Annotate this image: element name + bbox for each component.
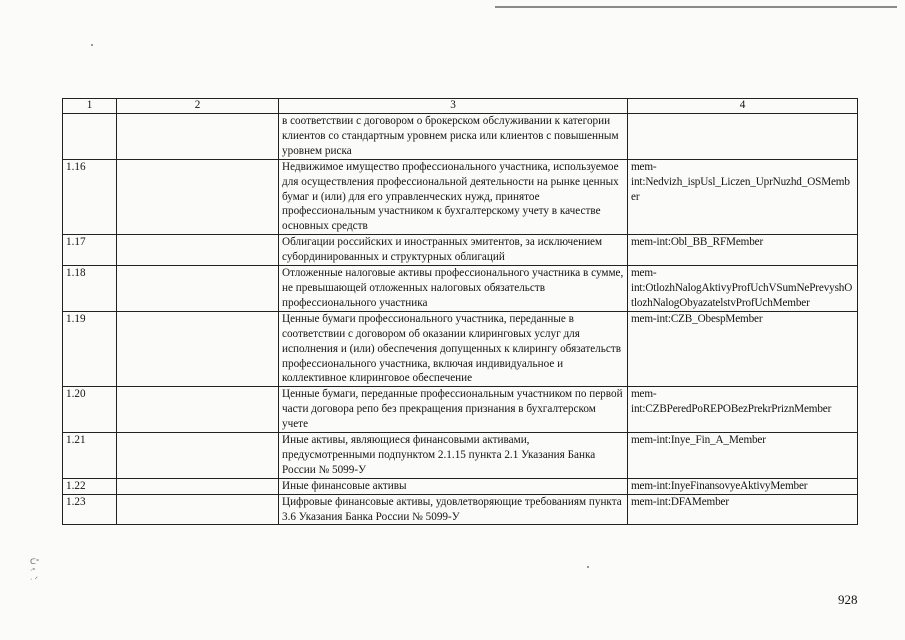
description-cell: Ценные бумаги профессионального участника, переданные в соответствии с договором об оказании клиринговых услуг для исполнения и (или) обеспечения допущенных к клирингу обязательств профессионального участника, включая индивидуальное и коллективное клиринговое обеспечение bbox=[279, 311, 628, 387]
member-code-cell bbox=[628, 114, 858, 160]
margin-mark: ᐧ ᐟ bbox=[30, 575, 38, 584]
row-number-cell: 1.22 bbox=[63, 478, 117, 494]
margin-mark: ᐧᐣ bbox=[30, 566, 36, 575]
row-number-cell: 1.18 bbox=[63, 266, 117, 312]
margin-mark: ᑕᐣ bbox=[30, 557, 39, 566]
description-cell: Ценные бумаги, переданные профессиональным участником по первой части договора репо без прекращения признания в бухгалтерском учете bbox=[279, 387, 628, 433]
row-number-cell: 1.21 bbox=[63, 433, 117, 479]
scan-speck bbox=[587, 566, 589, 568]
empty-cell bbox=[117, 311, 279, 387]
member-code-cell: mem-int:Nedvizh_ispUsl_Liczen_UprNuzhd_OSMember bbox=[628, 159, 858, 235]
row-number-cell: 1.19 bbox=[63, 311, 117, 387]
member-code-cell: mem-int:Obl_BB_RFMember bbox=[628, 235, 858, 266]
description-cell: Цифровые финансовые активы, удовлетворяющие требованиям пункта 3.6 Указания Банка России № 5099-У bbox=[279, 494, 628, 525]
table-row bbox=[63, 494, 858, 525]
table-row bbox=[63, 114, 858, 160]
scan-speck bbox=[91, 44, 93, 46]
table-header-row bbox=[63, 99, 858, 114]
empty-cell bbox=[117, 114, 279, 160]
description-cell: Недвижимое имущество профессионального участника, используемое для осуществления профессиональной деятельности на рынке ценных бумаг и (или) для его управленческих нужд, принятое профессиональным участником к бухгалтерскому учету в качестве основных средств bbox=[279, 159, 628, 235]
row-number-cell: 1.17 bbox=[63, 235, 117, 266]
member-code-cell: mem-int:CZBPeredPoREPOBezPrekrPriznMember bbox=[628, 387, 858, 433]
table-row bbox=[63, 311, 858, 387]
empty-cell bbox=[117, 159, 279, 235]
row-number-cell: 1.23 bbox=[63, 494, 117, 525]
header-cell-1: 1 bbox=[63, 99, 117, 114]
empty-cell bbox=[117, 387, 279, 433]
description-cell: Иные активы, являющиеся финансовыми активами, предусмотренными подпунктом 2.1.15 пункта 2.1 Указания Банка России № 5099-У bbox=[279, 433, 628, 479]
table-row bbox=[63, 159, 858, 235]
member-code-cell: mem-int:Inye_Fin_A_Member bbox=[628, 433, 858, 479]
description-cell: в соответствии с договором о брокерском обслуживании к категории клиентов со стандартным уровнем риска или клиентов с повышенным уровнем риска bbox=[279, 114, 628, 160]
row-number-cell: 1.16 bbox=[63, 159, 117, 235]
member-code-cell: mem-int:CZB_ObespMember bbox=[628, 311, 858, 387]
empty-cell bbox=[117, 433, 279, 479]
table-body bbox=[63, 99, 858, 525]
table-row bbox=[63, 266, 858, 312]
empty-cell bbox=[117, 235, 279, 266]
margin-marks bbox=[30, 557, 39, 584]
empty-cell bbox=[117, 494, 279, 525]
empty-cell bbox=[117, 266, 279, 312]
table-row bbox=[63, 387, 858, 433]
row-number-cell bbox=[63, 114, 117, 160]
top-edge-line bbox=[495, 6, 897, 8]
member-code-cell: mem-int:InyeFinansovyeAktivyMember bbox=[628, 478, 858, 494]
table-row bbox=[63, 478, 858, 494]
members-table bbox=[62, 98, 858, 525]
table-row bbox=[63, 235, 858, 266]
member-code-cell: mem-int:DFAMember bbox=[628, 494, 858, 525]
description-cell: Облигации российских и иностранных эмитентов, за исключением субординированных и структурных облигаций bbox=[279, 235, 628, 266]
header-cell-3: 3 bbox=[279, 99, 628, 114]
member-code-cell: mem-int:OtlozhNalogAktivyProfUchVSumNePrevyshOtlozhNalogObyazatelstvProfUchMember bbox=[628, 266, 858, 312]
empty-cell bbox=[117, 478, 279, 494]
header-cell-2: 2 bbox=[117, 99, 279, 114]
description-cell: Иные финансовые активы bbox=[279, 478, 628, 494]
header-cell-4: 4 bbox=[628, 99, 858, 114]
table-row bbox=[63, 433, 858, 479]
description-cell: Отложенные налоговые активы профессионального участника в сумме, не превышающей отложенных налоговых обязательств профессионального участника bbox=[279, 266, 628, 312]
page-number: 928 bbox=[838, 592, 858, 607]
row-number-cell: 1.20 bbox=[63, 387, 117, 433]
